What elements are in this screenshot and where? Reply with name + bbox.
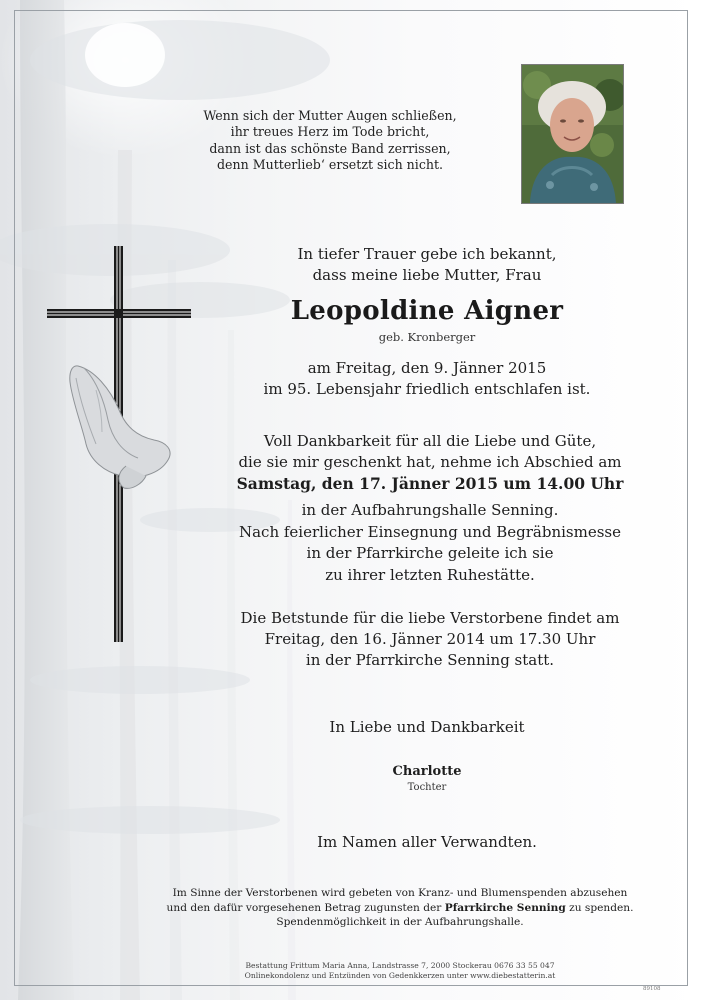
death-line: im 95. Lebensjahr friedlich entschlafen ist. — [263, 380, 591, 398]
prayer-hour-notice — [200, 608, 660, 671]
donation-line: Im Sinne der Verstorbenen wird gebeten von Kranz- und Blumenspenden abzusehen — [172, 887, 628, 899]
footer-line: Onlinekondolenz und Entzünden von Gedenkkerzen unter www.diebestatterin.at — [244, 971, 556, 980]
funeral-location — [200, 500, 660, 586]
location-line: in der Pfarrkirche geleite ich sie — [306, 544, 554, 562]
funeral-home-footer — [150, 961, 650, 981]
praying-hands-icon — [66, 360, 176, 490]
farewell-text — [200, 431, 660, 473]
closing-relatives: Im Namen aller Verwandten. — [317, 833, 537, 851]
prayer-line: Freitag, den 16. Jänner 2014 um 17.30 Uhr — [264, 630, 596, 648]
birth-name: geb. Kronberger — [378, 330, 476, 344]
donation-request — [150, 886, 650, 930]
farewell-line: Voll Dankbarkeit für all die Liebe und Güte, — [263, 432, 597, 450]
poem-line: ihr treues Herz im Tode bricht, — [230, 124, 430, 140]
signer-role: Tochter — [407, 782, 447, 793]
donation-text: und den dafür vorgesehenen Betrag zugunsten der — [166, 901, 445, 914]
death-line: am Freitag, den 9. Jänner 2015 — [307, 359, 547, 377]
prayer-line: Die Betstunde für die liebe Verstorbene findet am — [240, 609, 620, 627]
portrait-image — [522, 65, 623, 203]
poem-line: Wenn sich der Mutter Augen schließen, — [203, 108, 457, 123]
poem-line: dann ist das schönste Band zerrissen, — [209, 140, 451, 156]
funeral-date: Samstag, den 17. Jänner 2015 um 14.00 Uhr — [236, 474, 624, 493]
location-line: zu ihrer letzten Ruhestätte. — [325, 565, 535, 584]
death-notice — [232, 358, 622, 400]
poem-verse — [160, 108, 500, 173]
prayer-line: in der Pfarrkirche Senning statt. — [305, 651, 555, 669]
deceased-name: Leopoldine Aigner — [290, 296, 564, 326]
donation-recipient: Pfarrkirche Senning — [444, 901, 566, 914]
closing-love: In Liebe und Dankbarkeit — [329, 718, 525, 736]
farewell-line: die sie mir geschenkt hat, nehme ich Abschied am — [238, 453, 622, 471]
poem-line: denn Mutterlieb‘ ersetzt sich nicht. — [216, 156, 444, 172]
footer-line: Bestattung Frittum Maria Anna, Landstrasse 7, 2000 Stockerau 0676 33 55 047 — [245, 961, 555, 970]
announcement-intro — [232, 244, 622, 286]
donation-line: Spendenmöglichkeit in der Aufbahrungshalle. — [276, 916, 524, 929]
location-line: Nach feierlicher Einsegnung und Begräbnismesse — [238, 522, 622, 541]
intro-line: In tiefer Trauer gebe ich bekannt, — [297, 245, 557, 263]
signer-name: Charlotte — [392, 764, 462, 779]
donation-text: zu spenden. — [565, 901, 634, 914]
donation-line — [150, 901, 650, 916]
location-line: in der Aufbahrungshalle Senning. — [301, 501, 559, 519]
print-code: 89108 — [643, 986, 661, 992]
portrait-photo — [521, 64, 624, 204]
intro-line: dass meine liebe Mutter, Frau — [312, 266, 542, 284]
